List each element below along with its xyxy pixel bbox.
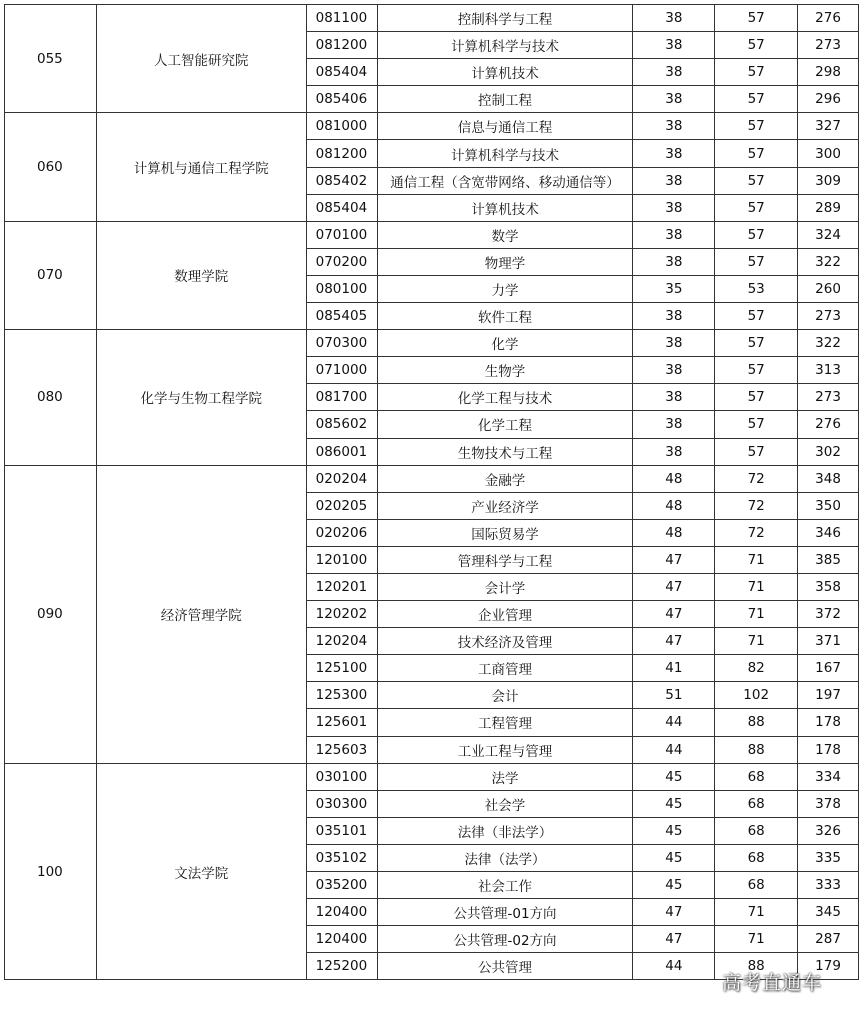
total-score-line-cell: 378: [798, 790, 859, 817]
total-score-line-cell: 302: [798, 438, 859, 465]
major-code-cell: 125200: [306, 953, 377, 980]
total-score-line-cell: 334: [798, 763, 859, 790]
watermark: 高考直通车: [722, 972, 823, 994]
major-code-cell: 020205: [306, 492, 377, 519]
total-score-line-cell: 348: [798, 465, 859, 492]
total-score-line-cell: 178: [798, 709, 859, 736]
single-subject-line-cell: 45: [633, 763, 715, 790]
major-name-cell: 技术经济及管理: [377, 628, 633, 655]
college-code-cell: 080: [5, 330, 97, 465]
single-subject-line-cell: 47: [633, 926, 715, 953]
major-name-cell: 金融学: [377, 465, 633, 492]
total-score-line-cell: 300: [798, 140, 859, 167]
single-subject-line-cell: 38: [633, 59, 715, 86]
college-code-cell: 090: [5, 465, 97, 763]
total-score-line-cell: 309: [798, 167, 859, 194]
single-subject-line-2-cell: 57: [715, 86, 798, 113]
single-subject-line-cell: 38: [633, 194, 715, 221]
table-row: [5, 221, 859, 248]
single-subject-line-2-cell: 88: [715, 953, 798, 980]
total-score-line-cell: 333: [798, 872, 859, 899]
major-code-cell: 120204: [306, 628, 377, 655]
single-subject-line-2-cell: 72: [715, 465, 798, 492]
major-name-cell: 化学: [377, 330, 633, 357]
major-name-cell: 社会工作: [377, 872, 633, 899]
total-score-line-cell: 178: [798, 736, 859, 763]
single-subject-line-cell: 47: [633, 546, 715, 573]
total-score-line-cell: 372: [798, 601, 859, 628]
major-code-cell: 070300: [306, 330, 377, 357]
single-subject-line-cell: 38: [633, 113, 715, 140]
single-subject-line-2-cell: 57: [715, 194, 798, 221]
score-table-body: [5, 5, 859, 980]
single-subject-line-2-cell: 68: [715, 790, 798, 817]
major-name-cell: 公共管理-02方向: [377, 926, 633, 953]
major-code-cell: 125603: [306, 736, 377, 763]
total-score-line-cell: 313: [798, 357, 859, 384]
total-score-line-cell: 289: [798, 194, 859, 221]
major-code-cell: 120201: [306, 573, 377, 600]
major-name-cell: 工业工程与管理: [377, 736, 633, 763]
major-name-cell: 法学: [377, 763, 633, 790]
single-subject-line-cell: 38: [633, 5, 715, 32]
major-code-cell: 030100: [306, 763, 377, 790]
single-subject-line-cell: 38: [633, 303, 715, 330]
single-subject-line-2-cell: 57: [715, 303, 798, 330]
single-subject-line-2-cell: 57: [715, 140, 798, 167]
total-score-line-cell: 273: [798, 384, 859, 411]
major-code-cell: 080100: [306, 275, 377, 302]
single-subject-line-2-cell: 82: [715, 655, 798, 682]
single-subject-line-2-cell: 88: [715, 736, 798, 763]
single-subject-line-cell: 45: [633, 817, 715, 844]
single-subject-line-2-cell: 72: [715, 492, 798, 519]
total-score-line-cell: 335: [798, 844, 859, 871]
major-name-cell: 法律（非法学）: [377, 817, 633, 844]
total-score-line-cell: 273: [798, 303, 859, 330]
major-code-cell: 081200: [306, 32, 377, 59]
major-name-cell: 公共管理-01方向: [377, 899, 633, 926]
major-code-cell: 120202: [306, 601, 377, 628]
major-code-cell: 035200: [306, 872, 377, 899]
major-code-cell: 030300: [306, 790, 377, 817]
major-code-cell: 125100: [306, 655, 377, 682]
total-score-line-cell: 324: [798, 221, 859, 248]
major-code-cell: 085406: [306, 86, 377, 113]
single-subject-line-2-cell: 72: [715, 519, 798, 546]
single-subject-line-cell: 41: [633, 655, 715, 682]
total-score-line-cell: 197: [798, 682, 859, 709]
major-code-cell: 081700: [306, 384, 377, 411]
major-code-cell: 070200: [306, 248, 377, 275]
major-name-cell: 物理学: [377, 248, 633, 275]
table-row: [5, 113, 859, 140]
college-code-cell: 055: [5, 5, 97, 113]
major-code-cell: 085404: [306, 59, 377, 86]
single-subject-line-2-cell: 57: [715, 167, 798, 194]
single-subject-line-cell: 45: [633, 790, 715, 817]
single-subject-line-2-cell: 68: [715, 763, 798, 790]
total-score-line-cell: 327: [798, 113, 859, 140]
major-code-cell: 120400: [306, 899, 377, 926]
total-score-line-cell: 371: [798, 628, 859, 655]
total-score-line-cell: 167: [798, 655, 859, 682]
major-code-cell: 071000: [306, 357, 377, 384]
major-name-cell: 工程管理: [377, 709, 633, 736]
major-code-cell: 086001: [306, 438, 377, 465]
table-row: [5, 5, 859, 32]
single-subject-line-2-cell: 57: [715, 59, 798, 86]
single-subject-line-2-cell: 71: [715, 899, 798, 926]
single-subject-line-cell: 44: [633, 709, 715, 736]
single-subject-line-cell: 48: [633, 465, 715, 492]
major-name-cell: 信息与通信工程: [377, 113, 633, 140]
single-subject-line-cell: 44: [633, 953, 715, 980]
single-subject-line-cell: 38: [633, 438, 715, 465]
major-name-cell: 管理科学与工程: [377, 546, 633, 573]
major-code-cell: 120100: [306, 546, 377, 573]
major-name-cell: 会计: [377, 682, 633, 709]
single-subject-line-2-cell: 102: [715, 682, 798, 709]
major-code-cell: 120400: [306, 926, 377, 953]
total-score-line-cell: 345: [798, 899, 859, 926]
total-score-line-cell: 276: [798, 411, 859, 438]
single-subject-line-2-cell: 68: [715, 844, 798, 871]
major-code-cell: 020204: [306, 465, 377, 492]
total-score-line-cell: 296: [798, 86, 859, 113]
total-score-line-cell: 298: [798, 59, 859, 86]
single-subject-line-2-cell: 71: [715, 546, 798, 573]
major-name-cell: 力学: [377, 275, 633, 302]
table-row: [5, 330, 859, 357]
single-subject-line-2-cell: 71: [715, 628, 798, 655]
total-score-line-cell: 322: [798, 248, 859, 275]
major-name-cell: 国际贸易学: [377, 519, 633, 546]
single-subject-line-2-cell: 57: [715, 330, 798, 357]
single-subject-line-2-cell: 68: [715, 872, 798, 899]
single-subject-line-cell: 35: [633, 275, 715, 302]
single-subject-line-2-cell: 57: [715, 32, 798, 59]
total-score-line-cell: 287: [798, 926, 859, 953]
single-subject-line-cell: 51: [633, 682, 715, 709]
major-code-cell: 020206: [306, 519, 377, 546]
single-subject-line-2-cell: 57: [715, 411, 798, 438]
single-subject-line-2-cell: 57: [715, 5, 798, 32]
single-subject-line-cell: 47: [633, 601, 715, 628]
table-row: [5, 465, 859, 492]
single-subject-line-cell: 44: [633, 736, 715, 763]
single-subject-line-2-cell: 68: [715, 817, 798, 844]
single-subject-line-cell: 48: [633, 492, 715, 519]
single-subject-line-cell: 38: [633, 248, 715, 275]
major-code-cell: 085602: [306, 411, 377, 438]
major-name-cell: 会计学: [377, 573, 633, 600]
table-row: [5, 763, 859, 790]
single-subject-line-cell: 45: [633, 844, 715, 871]
single-subject-line-2-cell: 57: [715, 357, 798, 384]
total-score-line-cell: 385: [798, 546, 859, 573]
major-name-cell: 企业管理: [377, 601, 633, 628]
college-name-cell: 文法学院: [96, 763, 306, 980]
major-name-cell: 软件工程: [377, 303, 633, 330]
major-name-cell: 生物学: [377, 357, 633, 384]
single-subject-line-cell: 45: [633, 872, 715, 899]
major-code-cell: 081100: [306, 5, 377, 32]
major-code-cell: 081000: [306, 113, 377, 140]
major-name-cell: 化学工程与技术: [377, 384, 633, 411]
single-subject-line-cell: 38: [633, 140, 715, 167]
major-name-cell: 控制科学与工程: [377, 5, 633, 32]
single-subject-line-2-cell: 57: [715, 248, 798, 275]
single-subject-line-cell: 38: [633, 384, 715, 411]
single-subject-line-2-cell: 53: [715, 275, 798, 302]
major-name-cell: 数学: [377, 221, 633, 248]
college-name-cell: 化学与生物工程学院: [96, 330, 306, 465]
major-name-cell: 控制工程: [377, 86, 633, 113]
major-code-cell: 081200: [306, 140, 377, 167]
major-code-cell: 070100: [306, 221, 377, 248]
college-name-cell: 计算机与通信工程学院: [96, 113, 306, 221]
total-score-line-cell: 346: [798, 519, 859, 546]
major-name-cell: 通信工程（含宽带网络、移动通信等）: [377, 167, 633, 194]
single-subject-line-2-cell: 57: [715, 438, 798, 465]
single-subject-line-2-cell: 71: [715, 601, 798, 628]
total-score-line-cell: 273: [798, 32, 859, 59]
single-subject-line-cell: 38: [633, 221, 715, 248]
major-name-cell: 计算机技术: [377, 194, 633, 221]
single-subject-line-2-cell: 71: [715, 573, 798, 600]
major-name-cell: 产业经济学: [377, 492, 633, 519]
total-score-line-cell: 350: [798, 492, 859, 519]
total-score-line-cell: 260: [798, 275, 859, 302]
major-name-cell: 社会学: [377, 790, 633, 817]
single-subject-line-2-cell: 57: [715, 221, 798, 248]
total-score-line-cell: 326: [798, 817, 859, 844]
major-name-cell: 计算机技术: [377, 59, 633, 86]
score-table: [4, 4, 859, 980]
single-subject-line-cell: 48: [633, 519, 715, 546]
college-name-cell: 数理学院: [96, 221, 306, 329]
single-subject-line-cell: 47: [633, 628, 715, 655]
total-score-line-cell: 322: [798, 330, 859, 357]
major-name-cell: 公共管理: [377, 953, 633, 980]
college-code-cell: 060: [5, 113, 97, 221]
single-subject-line-cell: 38: [633, 167, 715, 194]
major-name-cell: 化学工程: [377, 411, 633, 438]
college-name-cell: 经济管理学院: [96, 465, 306, 763]
major-code-cell: 085402: [306, 167, 377, 194]
single-subject-line-2-cell: 57: [715, 384, 798, 411]
single-subject-line-cell: 38: [633, 411, 715, 438]
single-subject-line-cell: 47: [633, 899, 715, 926]
single-subject-line-2-cell: 88: [715, 709, 798, 736]
total-score-line-cell: 276: [798, 5, 859, 32]
total-score-line-cell: 358: [798, 573, 859, 600]
single-subject-line-2-cell: 71: [715, 926, 798, 953]
college-code-cell: 070: [5, 221, 97, 329]
single-subject-line-cell: 47: [633, 573, 715, 600]
major-code-cell: 125300: [306, 682, 377, 709]
major-name-cell: 法律（法学）: [377, 844, 633, 871]
college-code-cell: 100: [5, 763, 97, 980]
major-code-cell: 035101: [306, 817, 377, 844]
major-name-cell: 工商管理: [377, 655, 633, 682]
major-code-cell: 085404: [306, 194, 377, 221]
major-name-cell: 生物技术与工程: [377, 438, 633, 465]
major-code-cell: 085405: [306, 303, 377, 330]
major-code-cell: 125601: [306, 709, 377, 736]
single-subject-line-cell: 38: [633, 357, 715, 384]
major-code-cell: 035102: [306, 844, 377, 871]
major-name-cell: 计算机科学与技术: [377, 32, 633, 59]
total-score-line-cell: 179: [798, 953, 859, 980]
single-subject-line-cell: 38: [633, 86, 715, 113]
single-subject-line-cell: 38: [633, 32, 715, 59]
major-name-cell: 计算机科学与技术: [377, 140, 633, 167]
college-name-cell: 人工智能研究院: [96, 5, 306, 113]
single-subject-line-cell: 38: [633, 330, 715, 357]
single-subject-line-2-cell: 57: [715, 113, 798, 140]
